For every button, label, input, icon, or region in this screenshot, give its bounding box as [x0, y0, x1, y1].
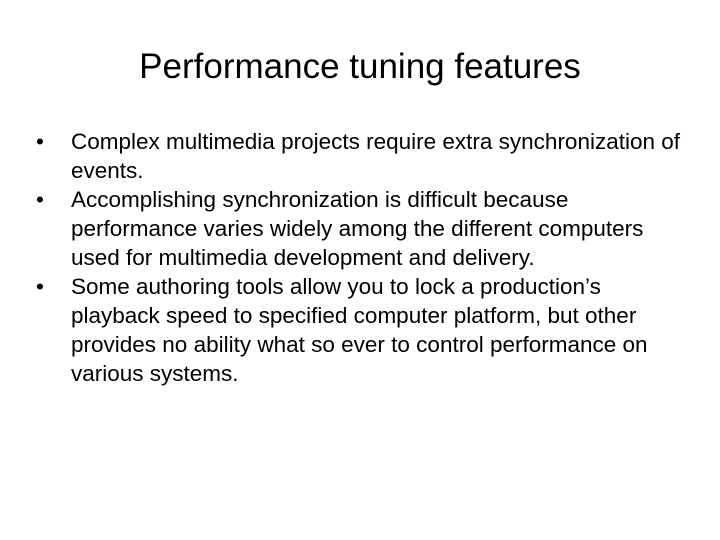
bullet-text: Accomplishing synchronization is difficult because performance varies widely among the different computers used for multimedia development and delivery.	[71, 187, 644, 270]
bullet-item	[36, 272, 692, 388]
bullet-list	[36, 127, 692, 388]
bullet-text: Complex multimedia projects require extra synchronization of events.	[71, 129, 681, 183]
bullet-item	[36, 127, 692, 185]
bullet-icon: •	[36, 274, 44, 299]
bullet-item	[36, 185, 692, 272]
bullet-icon: •	[36, 129, 44, 154]
slide-title: Performance tuning features	[139, 47, 581, 86]
bullet-icon: •	[36, 187, 44, 212]
bullet-text: Some authoring tools allow you to lock a production’s playback speed to specified computer platform, but other provides no ability what so ever to control performance on various systems.	[71, 274, 648, 386]
